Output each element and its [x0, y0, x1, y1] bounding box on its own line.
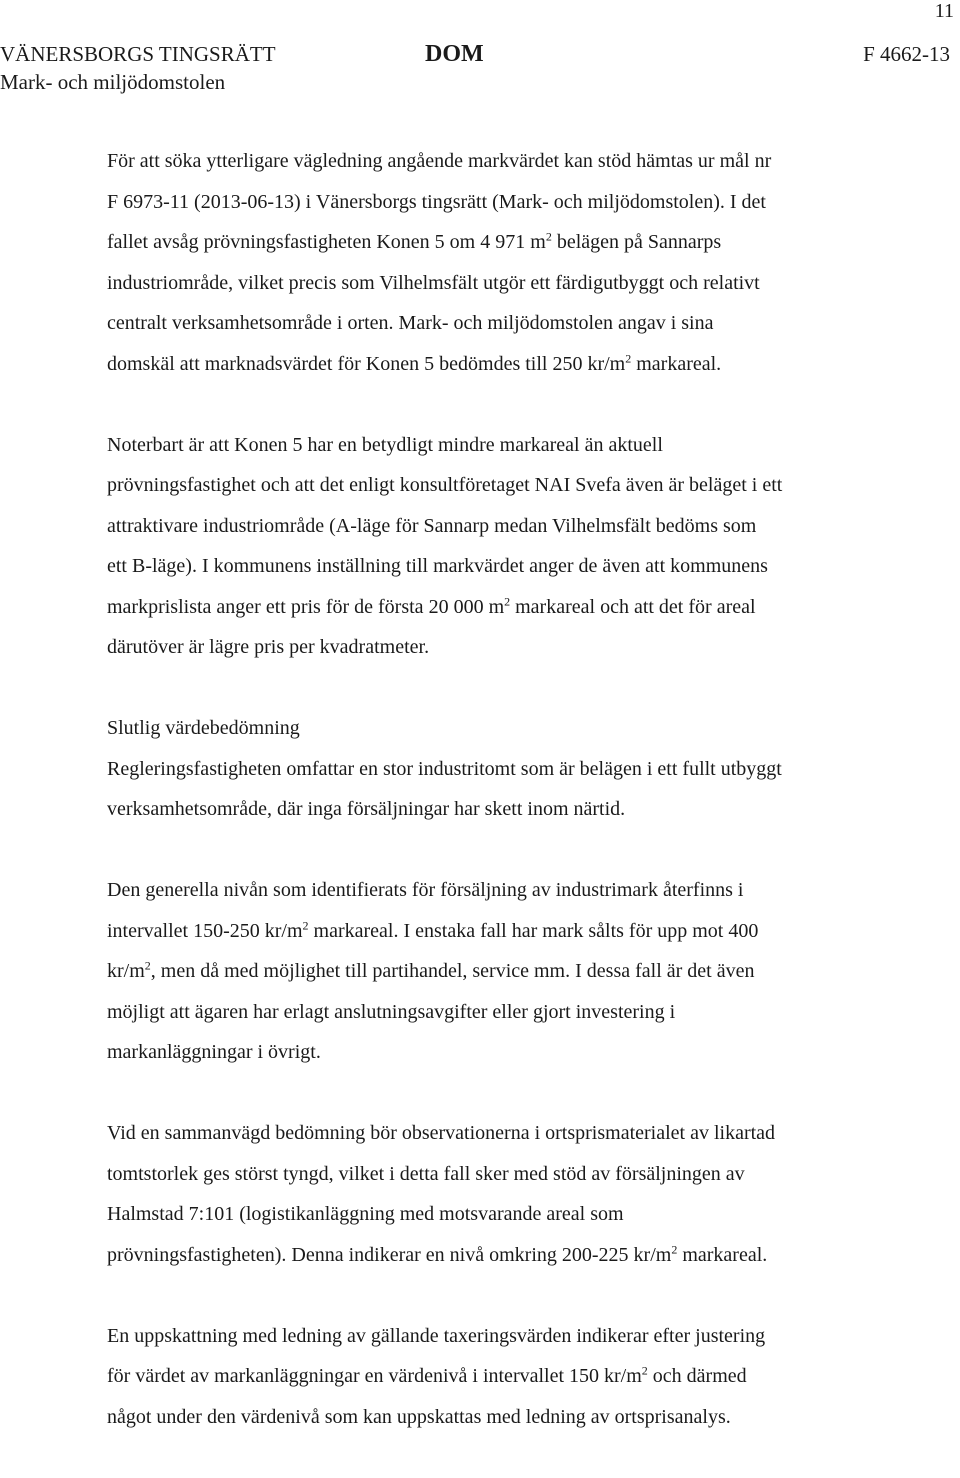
text-line: attraktivare industriområde (A-läge för Sannarp medan Vilhelmsfält bedöms som	[107, 514, 757, 537]
text-line: tomtstorlek ges störst tyngd, vilket i detta fall sker med stöd av försäljningen av	[107, 1162, 745, 1185]
text-line: ett B-läge). I kommunens inställning till markvärdet anger de även att kommunens	[107, 555, 768, 577]
text-line: Vid en sammanvägd bedömning bör observationerna i ortsprismaterialet av likartad	[107, 1122, 776, 1144]
superscript: 2	[144, 958, 151, 973]
text-line: fallet avsåg prövningsfastigheten Konen 5 om 4 971 m	[107, 231, 546, 253]
case-number: F 4662-13	[863, 42, 950, 66]
text-line: F 6973-11 (2013-06-13) i Vänersborgs tingsrätt (Mark- och miljödomstolen). I det	[107, 190, 766, 213]
text-line: belägen på Sannarps	[551, 231, 722, 253]
text-line: prövningsfastigheten). Denna indikerar en nivå omkring 200-225 kr/m	[107, 1243, 672, 1266]
superscript: 2	[625, 350, 632, 365]
paragraph-comparison	[107, 425, 907, 668]
text-line: Den generella nivån som identifierats för försäljning av industrimark återfinns i	[107, 879, 744, 901]
court-division: Mark- och miljödomstolen	[0, 70, 226, 94]
text-line: Halmstad 7:101 (logistikanläggning med motsvarande areal som	[107, 1203, 624, 1225]
text-line: centralt verksamhetsområde i orten. Mark- och miljödomstolen angav i sina	[107, 312, 714, 334]
paragraph-final-assessment	[107, 749, 907, 830]
text-line: möjligt att ägaren har erlagt anslutningsavgifter eller gjort investering i	[107, 1000, 676, 1023]
text-line: för värdet av markanläggningar en värdenivå i intervallet 150 kr/m	[107, 1365, 642, 1387]
text-line: Regleringsfastigheten omfattar en stor industritomt som är belägen i ett fullt utbyggt	[107, 757, 782, 780]
paragraph-tax-value-estimate	[107, 1316, 907, 1438]
text-line: För att söka ytterligare vägledning angående markvärdet kan stöd hämtas ur mål nr	[107, 150, 772, 172]
text-line: intervallet 150-250 kr/m	[107, 919, 303, 942]
paragraph-general-level	[107, 870, 907, 1073]
superscript: 2	[302, 917, 309, 932]
text-line: markprislista anger ett pris för de första 20 000 m	[107, 595, 505, 618]
document-header-left	[0, 40, 276, 96]
court-name: VÄNERSBORGS TINGSRÄTT	[0, 42, 276, 66]
paragraph-reference-case	[107, 141, 907, 384]
text-line: markareal och att det för areal	[510, 595, 756, 618]
text-line: något under den värdenivå som kan uppskattas med ledning av ortsprisanalys.	[107, 1405, 731, 1428]
superscript: 2	[504, 593, 511, 608]
document-body	[107, 141, 907, 1478]
text-line: Noterbart är att Konen 5 har en betydligt mindre markareal än aktuell	[107, 433, 663, 456]
text-line: markareal.	[677, 1243, 768, 1266]
superscript: 2	[641, 1363, 648, 1378]
text-line: markareal.	[631, 352, 722, 375]
text-line: industriområde, vilket precis som Vilhelmsfält utgör ett färdigutbyggt och relativt	[107, 271, 760, 294]
text-line: markareal. I enstaka fall har mark sålts för upp mot 400	[308, 919, 759, 942]
text-line: verksamhetsområde, där inga försäljningar har skett inom närtid.	[107, 798, 626, 820]
text-line: därutöver är lägre pris per kvadratmeter.	[107, 636, 430, 658]
text-line: markanläggningar i övrigt.	[107, 1041, 321, 1063]
text-line: domskäl att marknadsvärdet för Konen 5 bedömdes till 250 kr/m	[107, 352, 626, 375]
section-heading: Slutlig värdebedömning	[107, 717, 300, 739]
text-line: kr/m	[107, 960, 145, 982]
paragraph-weighted-assessment	[107, 1113, 907, 1275]
text-line: och därmed	[647, 1365, 747, 1387]
text-line: , men då med möjlighet till partihandel, service mm. I dessa fall är det även	[150, 960, 755, 982]
superscript: 2	[545, 229, 552, 244]
page-number: 11	[934, 0, 954, 22]
text-line: En uppskattning med ledning av gällande taxeringsvärden indikerar efter justering	[107, 1324, 766, 1347]
document-type: DOM	[425, 41, 484, 67]
text-line: prövningsfastighet och att det enligt konsultföretaget NAI Svefa även är beläget i ett	[107, 474, 783, 496]
superscript: 2	[671, 1241, 678, 1256]
